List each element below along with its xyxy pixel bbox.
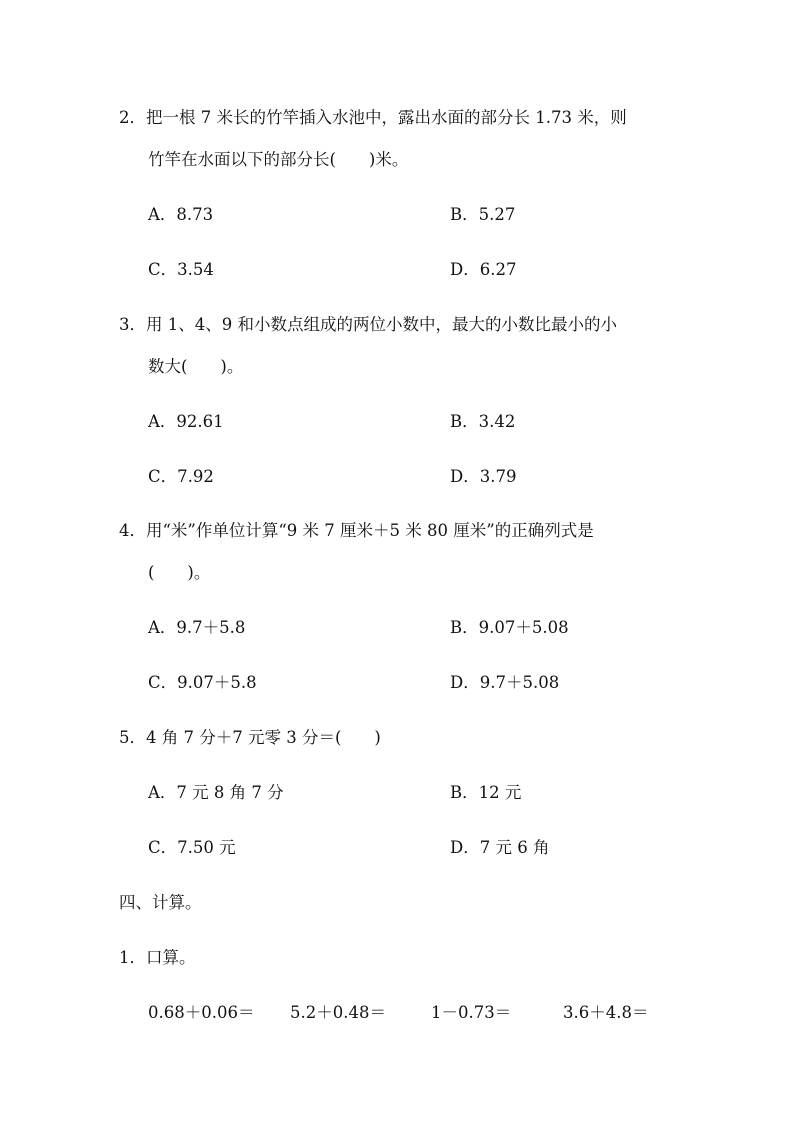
calc-item-4: 3.6＋4.8＝	[563, 1003, 649, 1022]
calc-item-3: 1－0.73＝	[431, 1003, 512, 1022]
section-subtitle: 1．口算。	[119, 948, 196, 967]
section-title: 四、计算。	[119, 893, 202, 912]
question-3-text: 3．用 1、4、9 和小数点组成的两位小数中，最大的小数比最小的小	[119, 315, 617, 334]
question-3-text-cont: 数大( )。	[148, 357, 244, 376]
option-5c: C．7.50 元	[148, 838, 236, 857]
option-4a: A．9.7＋5.8	[148, 618, 246, 637]
calc-item-2: 5.2＋0.48＝	[290, 1003, 386, 1022]
option-5d: D．7 元 6 角	[450, 838, 550, 857]
option-4d: D．9.7＋5.08	[450, 673, 560, 692]
option-2d: D．6.27	[450, 260, 517, 279]
calc-item-1: 0.68＋0.06＝	[148, 1003, 255, 1022]
question-4-text: 4．用“米”作单位计算“9 米 7 厘米＋5 米 80 厘米”的正确列式是	[119, 521, 594, 540]
option-3d: D．3.79	[450, 467, 517, 486]
option-2a: A．8.73	[148, 205, 214, 224]
question-2-text-cont: 竹竿在水面以下的部分长( )米。	[148, 150, 409, 169]
option-4c: C．9.07＋5.8	[148, 673, 257, 692]
option-3c: C．7.92	[148, 467, 214, 486]
question-5-text: 5．4 角 7 分＋7 元零 3 分＝( )	[119, 728, 381, 747]
option-5b: B．12 元	[450, 783, 522, 802]
option-3a: A．92.61	[148, 412, 224, 431]
option-5a: A．7 元 8 角 7 分	[148, 783, 284, 802]
option-2b: B．5.27	[450, 205, 516, 224]
question-2-text: 2．把一根 7 米长的竹竿插入水池中，露出水面的部分长 1.73 米，则	[119, 108, 627, 127]
question-4-text-cont: ( )。	[148, 563, 211, 582]
option-3b: B．3.42	[450, 412, 516, 431]
option-2c: C．3.54	[148, 260, 214, 279]
option-4b: B．9.07＋5.08	[450, 618, 569, 637]
